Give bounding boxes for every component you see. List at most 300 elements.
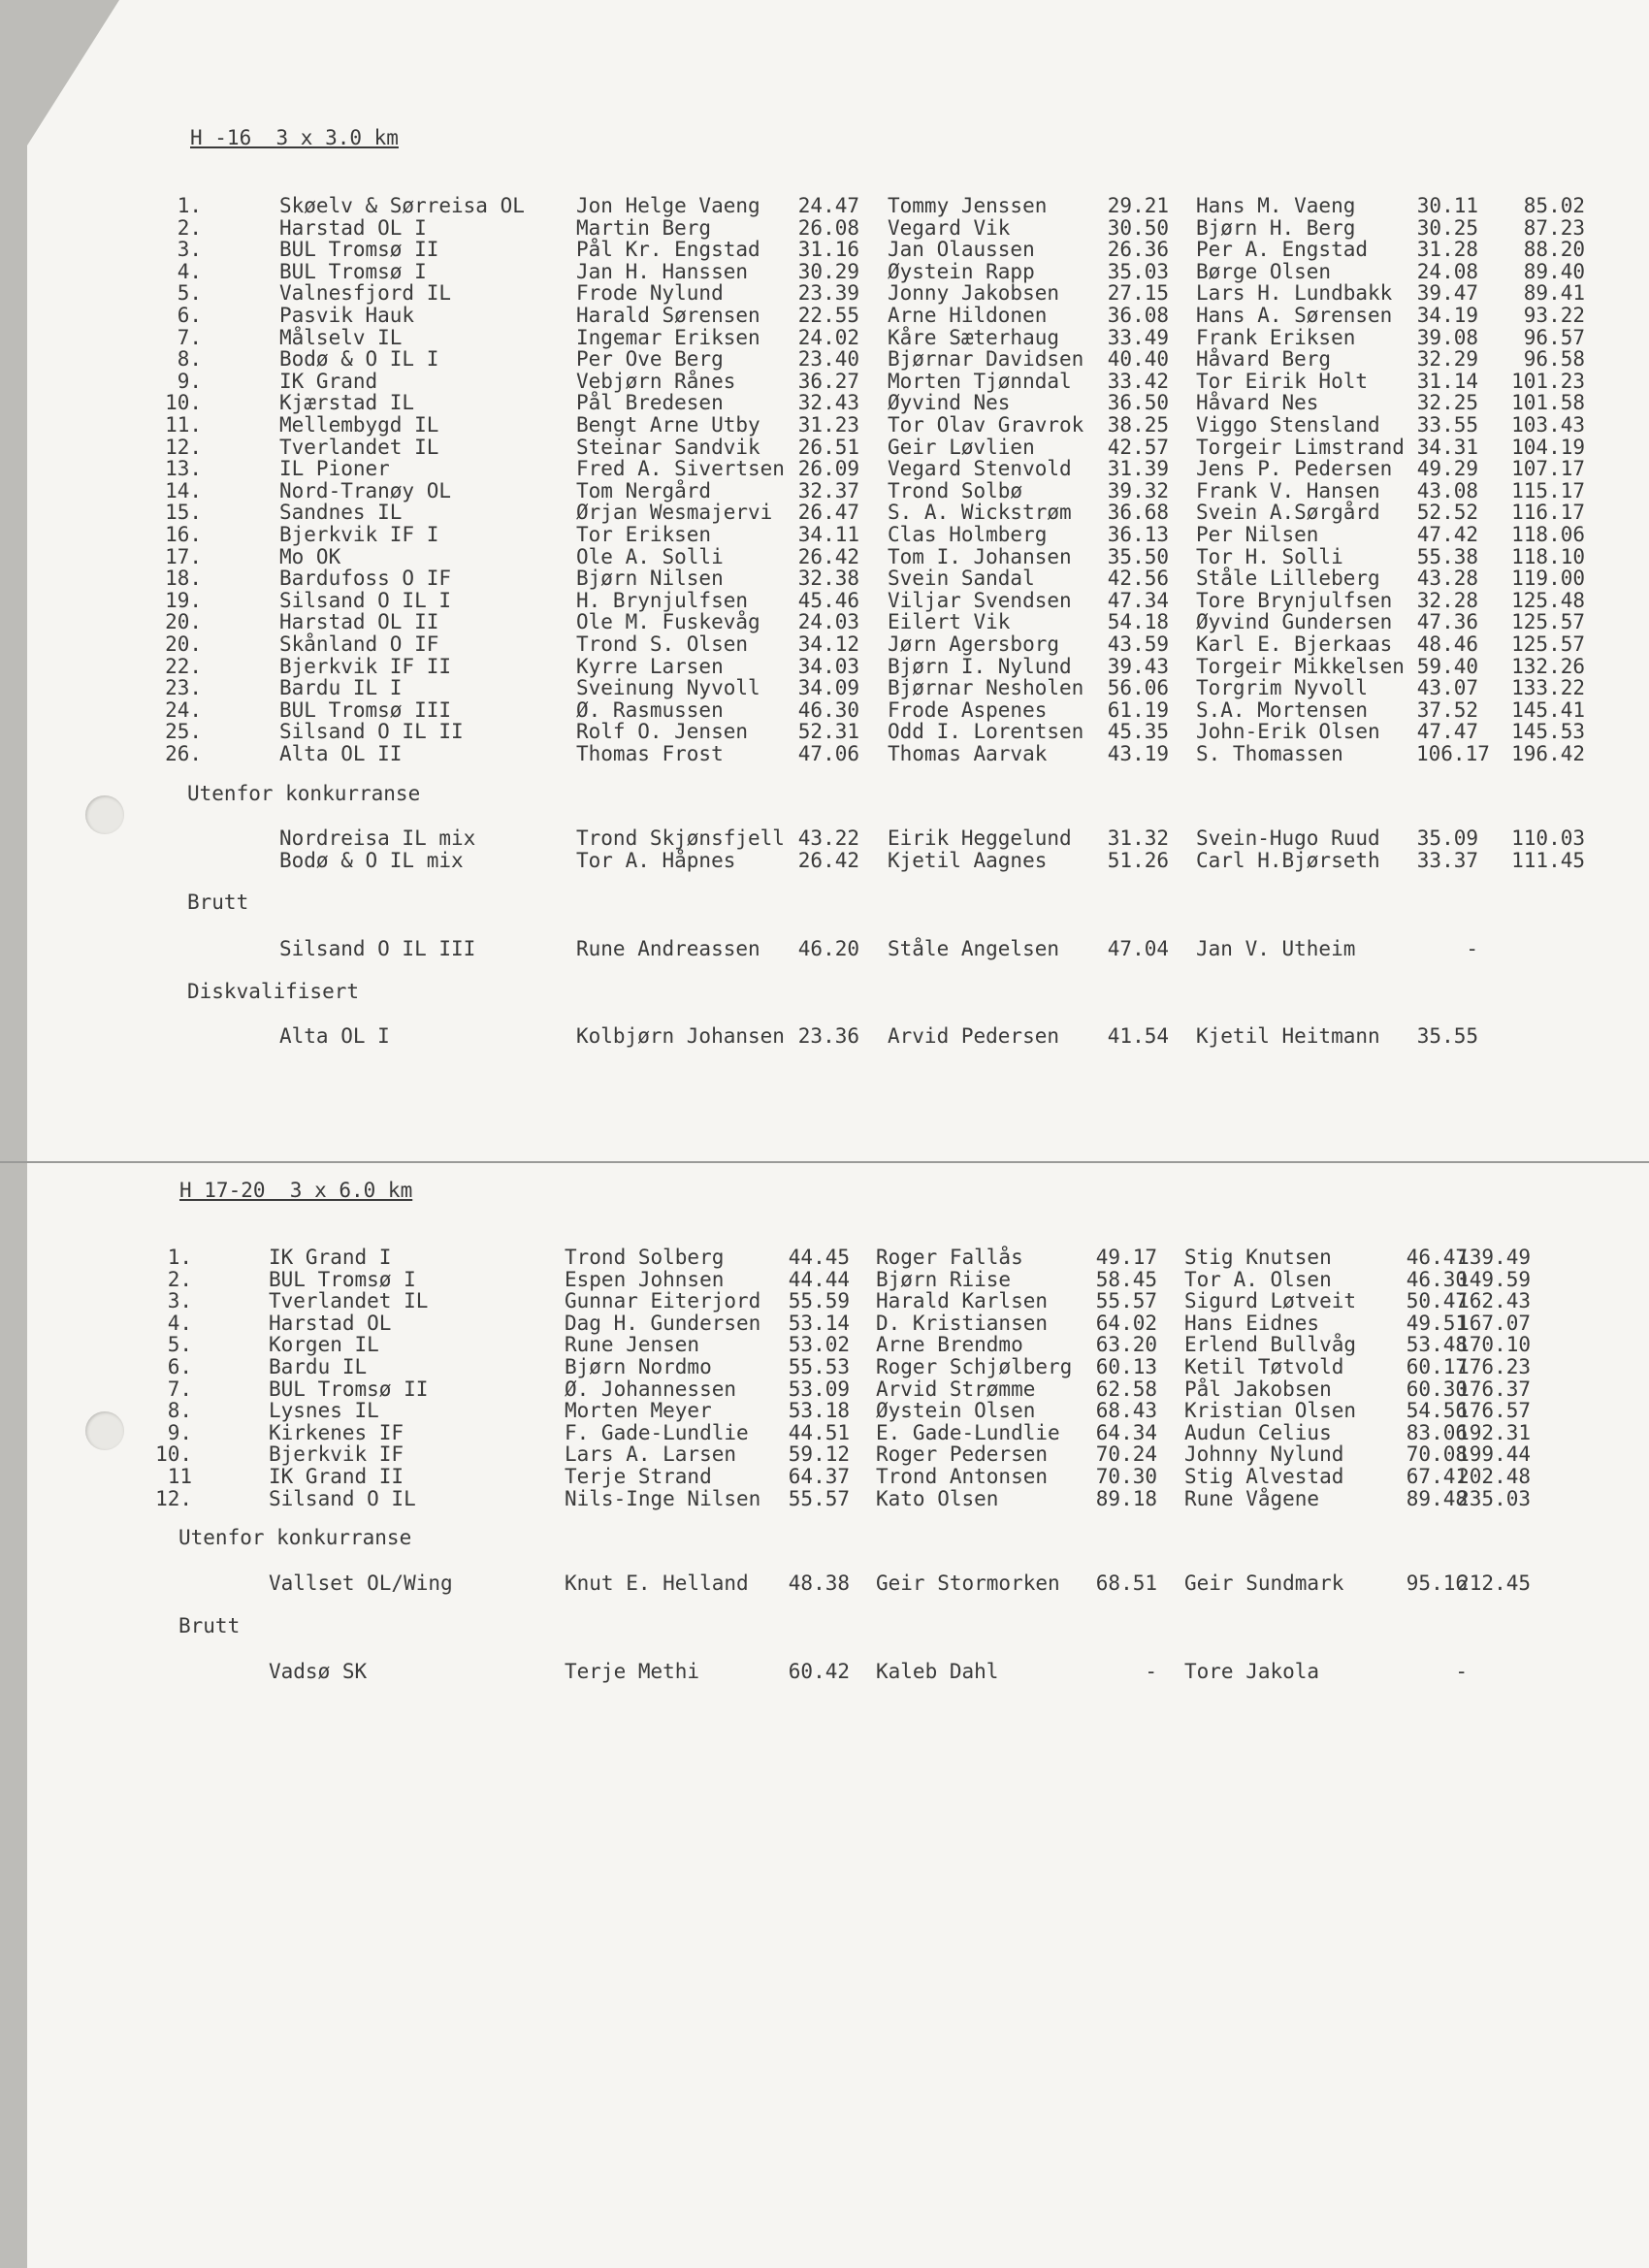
team-cell: Bardu IL <box>269 1355 368 1378</box>
time2-cell: 63.20 <box>1095 1333 1157 1357</box>
table-row <box>0 1024 1649 1048</box>
time2-cell: 30.50 <box>1107 215 1169 240</box>
runner3-cell: Torgeir Limstrand <box>1196 435 1405 459</box>
place-cell: 5. <box>167 1333 192 1357</box>
runner3-cell: Jan V. Utheim <box>1196 937 1356 960</box>
time3-cell: 49.51 <box>1406 1311 1468 1335</box>
time2-cell: 26.36 <box>1107 238 1169 262</box>
runner2-cell: Roger Fallås <box>876 1246 1023 1269</box>
runner2-cell: Arne Brendmo <box>876 1333 1023 1357</box>
runner3-cell: Jens P. Pedersen <box>1196 457 1393 481</box>
place-cell: 23. <box>165 676 202 700</box>
place-cell: 8. <box>177 347 202 372</box>
place-cell: 5. <box>177 281 202 306</box>
table-row <box>0 1399 1649 1422</box>
time2-cell: 41.54 <box>1107 1024 1169 1048</box>
runner2-cell: Roger Schjølberg <box>876 1355 1073 1378</box>
runner2-cell: Ståle Angelsen <box>888 937 1060 960</box>
runner2-cell: Tom I. Johansen <box>888 544 1072 568</box>
table-row <box>0 1421 1649 1444</box>
table-row <box>0 1660 1649 1683</box>
table-row <box>0 479 1649 502</box>
runner1-cell: Jan H. Hanssen <box>576 259 749 283</box>
runner1-cell: Tor A. Håpnes <box>576 848 736 872</box>
time2-cell: 29.21 <box>1107 194 1169 217</box>
runner2-cell: Jørn Agersborg <box>888 632 1060 656</box>
time3-cell: 46.30 <box>1406 1267 1468 1291</box>
place-cell: 10. <box>155 1442 192 1467</box>
runner1-cell: Trond Solberg <box>565 1246 725 1269</box>
total-cell: 118.06 <box>1511 523 1585 546</box>
runner3-cell: Sigurd Løtveit <box>1184 1289 1357 1313</box>
total-cell: 149.59 <box>1457 1267 1531 1291</box>
runner2-cell: Morten Tjønndal <box>888 369 1072 393</box>
runner2-cell: Arne Hildonen <box>888 304 1048 327</box>
runner2-cell: Eirik Heggelund <box>888 826 1072 850</box>
runner2-cell: Arvid Strømme <box>876 1377 1036 1401</box>
table-row <box>0 1355 1649 1378</box>
total-cell: 167.07 <box>1457 1311 1531 1335</box>
time3-cell: 32.25 <box>1416 391 1478 415</box>
place-cell: 8. <box>167 1399 192 1423</box>
table-row <box>0 391 1649 414</box>
section-label: Diskvalifisert <box>187 980 360 1003</box>
runner1-cell: Trond Skjønsfjell <box>576 826 785 850</box>
runner2-cell: Øystein Rapp <box>888 259 1035 283</box>
runner1-cell: Harald Sørensen <box>576 304 760 327</box>
time3-cell: 50.47 <box>1406 1289 1468 1313</box>
team-cell: Bjerkvik IF <box>269 1442 404 1467</box>
place-cell: 19. <box>165 588 202 612</box>
team-cell: Silsand O IL <box>269 1486 416 1510</box>
time3-cell: 53.48 <box>1406 1333 1468 1357</box>
place-cell: 2. <box>167 1267 192 1291</box>
time3-cell: 30.25 <box>1416 215 1478 240</box>
place-cell: 4. <box>177 259 202 283</box>
total-cell: 88.20 <box>1523 238 1585 262</box>
runner3-cell: Erlend Bullvåg <box>1184 1333 1357 1357</box>
place-cell: 11 <box>167 1465 192 1488</box>
time1-cell: 26.42 <box>797 544 859 568</box>
runner2-cell: Geir Løvlien <box>888 435 1035 459</box>
team-cell: IK Grand I <box>269 1246 392 1269</box>
runner1-cell: Rune Andreassen <box>576 937 760 960</box>
runner3-cell: S.A. Mortensen <box>1196 697 1369 722</box>
time2-cell: 27.15 <box>1107 281 1169 306</box>
time1-cell: 23.39 <box>797 281 859 306</box>
time2-cell: 42.57 <box>1107 435 1169 459</box>
time1-cell: 46.20 <box>797 937 859 960</box>
time2-cell: 31.39 <box>1107 457 1169 481</box>
team-cell: Skånland O IF <box>279 632 439 656</box>
time2-cell: 43.19 <box>1107 742 1169 765</box>
table-row <box>0 281 1649 305</box>
runner3-cell: Audun Celius <box>1184 1420 1332 1444</box>
time1-cell: 46.30 <box>797 697 859 722</box>
place-cell: 14. <box>165 478 202 502</box>
runner1-cell: Kolbjørn Johansen <box>576 1024 785 1048</box>
time3-cell: 34.19 <box>1416 304 1478 327</box>
time1-cell: 23.40 <box>797 347 859 372</box>
runner1-cell: Martin Berg <box>576 215 712 240</box>
time2-cell: 42.56 <box>1107 567 1169 591</box>
time2-cell: 36.13 <box>1107 523 1169 546</box>
runner1-cell: Rolf O. Jensen <box>576 720 749 744</box>
total-cell: 96.57 <box>1523 325 1585 349</box>
team-cell: Tverlandet IL <box>269 1289 429 1313</box>
time2-cell: 36.08 <box>1107 304 1169 327</box>
runner2-cell: Clas Holmberg <box>888 523 1048 546</box>
runner3-cell: Tore Jakola <box>1184 1660 1320 1683</box>
team-cell: Korgen IL <box>269 1333 379 1357</box>
total-cell: 87.23 <box>1523 215 1585 240</box>
runner1-cell: Steinar Sandvik <box>576 435 760 459</box>
total-cell: 192.31 <box>1457 1420 1531 1444</box>
table-row <box>0 238 1649 261</box>
runner3-cell: Ketil Tøtvold <box>1184 1355 1344 1378</box>
runner1-cell: Fred A. Sivertsen <box>576 457 785 481</box>
table-row <box>0 436 1649 459</box>
time3-cell: 60.17 <box>1406 1355 1468 1378</box>
time3-cell: 52.52 <box>1416 501 1478 525</box>
total-cell: 202.48 <box>1457 1465 1531 1488</box>
total-cell: 125.57 <box>1511 610 1585 634</box>
place-cell: 18. <box>165 567 202 591</box>
time3-cell: 48.46 <box>1416 632 1478 656</box>
runner1-cell: F. Gade-Lundlie <box>565 1420 749 1444</box>
time1-cell: 32.37 <box>797 478 859 502</box>
table-row <box>0 370 1649 393</box>
runner1-cell: Terje Methi <box>565 1660 700 1683</box>
runner2-cell: Bjørn Riise <box>876 1267 1012 1291</box>
team-cell: Bodø & O IL I <box>279 347 439 372</box>
team-cell: Målselv IL <box>279 325 403 349</box>
runner2-cell: Øystein Olsen <box>876 1399 1036 1423</box>
time3-cell: 35.09 <box>1416 826 1478 850</box>
time2-cell: 56.06 <box>1107 676 1169 700</box>
time3-cell: 33.37 <box>1416 848 1478 872</box>
place-cell: 3. <box>167 1289 192 1313</box>
runner1-cell: Bjørn Nilsen <box>576 567 724 591</box>
time1-cell: 34.12 <box>797 632 859 656</box>
total-cell: 235.03 <box>1457 1486 1531 1510</box>
time2-cell: 33.49 <box>1107 325 1169 349</box>
team-cell: Harstad OL II <box>279 610 439 634</box>
runner1-cell: Ø. Rasmussen <box>576 697 724 722</box>
time2-cell: 49.17 <box>1095 1246 1157 1269</box>
team-cell: Silsand O IL III <box>279 937 476 960</box>
time3-cell: 32.29 <box>1416 347 1478 372</box>
runner2-cell: Arvid Pedersen <box>888 1024 1060 1048</box>
team-cell: BUL Tromsø II <box>279 238 439 262</box>
time1-cell: 32.43 <box>797 391 859 415</box>
time1-cell: 53.14 <box>788 1311 850 1335</box>
runner1-cell: Jon Helge Vaeng <box>576 194 760 217</box>
team-cell: BUL Tromsø I <box>279 259 427 283</box>
runner2-cell: Kato Olsen <box>876 1486 999 1510</box>
time2-cell: 64.02 <box>1095 1311 1157 1335</box>
total-cell: 107.17 <box>1511 457 1585 481</box>
runner2-cell: Bjørnar Nesholen <box>888 676 1084 700</box>
team-cell: Tverlandet IL <box>279 435 439 459</box>
runner1-cell: H. Brynjulfsen <box>576 588 749 612</box>
team-cell: Nord-Tranøy OL <box>279 478 452 502</box>
runner2-cell: Kaleb Dahl <box>876 1660 999 1683</box>
team-cell: Harstad OL I <box>279 215 427 240</box>
time3-cell: 30.11 <box>1416 194 1478 217</box>
table-row <box>0 326 1649 349</box>
runner2-cell: Vegard Stenvold <box>888 457 1072 481</box>
time1-cell: 44.45 <box>788 1246 850 1269</box>
table-row <box>0 826 1649 850</box>
team-cell: Kirkenes IF <box>269 1420 404 1444</box>
runner3-cell: S. Thomassen <box>1196 742 1343 765</box>
fold-line <box>0 1161 1649 1163</box>
time1-cell: 53.18 <box>788 1399 850 1423</box>
time2-cell: 35.03 <box>1107 259 1169 283</box>
runner2-cell: S. A. Wickstrøm <box>888 501 1072 525</box>
place-cell: 4. <box>167 1311 192 1335</box>
section-label: Brutt <box>178 1614 241 1637</box>
total-cell: 104.19 <box>1511 435 1585 459</box>
total-cell: 116.17 <box>1511 501 1585 525</box>
total-cell: 125.57 <box>1511 632 1585 656</box>
total-cell: 85.02 <box>1523 194 1585 217</box>
team-cell: Silsand O IL I <box>279 588 452 612</box>
time3-cell: 60.30 <box>1406 1377 1468 1401</box>
runner1-cell: Ingemar Eriksen <box>576 325 760 349</box>
time3-cell: 70.08 <box>1406 1442 1468 1467</box>
time1-cell: 47.06 <box>797 742 859 765</box>
table-row <box>0 1289 1649 1312</box>
place-cell: 12. <box>165 435 202 459</box>
table-row <box>0 589 1649 612</box>
table-row <box>0 567 1649 590</box>
runner3-cell: Johnny Nylund <box>1184 1442 1344 1467</box>
team-cell: Kjærstad IL <box>279 391 415 415</box>
team-cell: Silsand O IL II <box>279 720 464 744</box>
runner2-cell: Odd I. Lorentsen <box>888 720 1084 744</box>
place-cell: 7. <box>167 1377 192 1401</box>
time3-cell: 43.07 <box>1416 676 1478 700</box>
runner1-cell: Morten Meyer <box>565 1399 712 1423</box>
total-cell: 125.48 <box>1511 588 1585 612</box>
time3-cell: 54.56 <box>1406 1399 1468 1423</box>
runner1-cell: Espen Johnsen <box>565 1267 725 1291</box>
runner3-cell: Håvard Berg <box>1196 347 1332 372</box>
total-cell: 103.43 <box>1511 413 1585 437</box>
place-cell: 3. <box>177 238 202 262</box>
runner1-cell: Thomas Frost <box>576 742 724 765</box>
runner3-cell: Torgrim Nyvoll <box>1196 676 1369 700</box>
time3-cell: 31.14 <box>1416 369 1478 393</box>
time3-cell: 33.55 <box>1416 413 1478 437</box>
runner3-cell: Pål Jakobsen <box>1184 1377 1332 1401</box>
place-cell: 16. <box>165 523 202 546</box>
team-cell: BUL Tromsø III <box>279 697 452 722</box>
time1-cell: 34.03 <box>797 654 859 678</box>
total-cell: 133.22 <box>1511 676 1585 700</box>
table-row <box>0 1377 1649 1401</box>
runner2-cell: Vegard Vik <box>888 215 1011 240</box>
runner3-cell: Per Nilsen <box>1196 523 1319 546</box>
place-cell: 13. <box>165 457 202 481</box>
table-row <box>0 216 1649 240</box>
table-row <box>0 742 1649 765</box>
time3-cell: 47.47 <box>1416 720 1478 744</box>
table-row <box>0 632 1649 656</box>
table-row <box>0 545 1649 568</box>
runner1-cell: Tor Eriksen <box>576 523 712 546</box>
table-row <box>0 501 1649 524</box>
table-row <box>0 655 1649 678</box>
team-cell: Bodø & O IL mix <box>279 848 464 872</box>
time1-cell: 31.16 <box>797 238 859 262</box>
team-cell: BUL Tromsø I <box>269 1267 416 1291</box>
time3-cell: 55.38 <box>1416 544 1478 568</box>
place-cell: 10. <box>165 391 202 415</box>
time2-cell: 61.19 <box>1107 697 1169 722</box>
time2-cell: 39.43 <box>1107 654 1169 678</box>
time2-cell: 35.50 <box>1107 544 1169 568</box>
time1-cell: 30.29 <box>797 259 859 283</box>
table-row <box>0 260 1649 283</box>
team-cell: IK Grand <box>279 369 378 393</box>
time2-cell: 47.34 <box>1107 588 1169 612</box>
place-cell: 1. <box>167 1246 192 1269</box>
time1-cell: 59.12 <box>788 1442 850 1467</box>
team-cell: Nordreisa IL mix <box>279 826 476 850</box>
runner1-cell: Dag H. Gundersen <box>565 1311 761 1335</box>
total-cell: 176.57 <box>1457 1399 1531 1423</box>
table-row <box>0 1246 1649 1269</box>
table-row <box>0 1333 1649 1356</box>
place-cell: 20. <box>165 632 202 656</box>
time1-cell: 24.02 <box>797 325 859 349</box>
total-cell: 115.17 <box>1511 478 1585 502</box>
time2-cell: 43.59 <box>1107 632 1169 656</box>
table-row <box>0 523 1649 546</box>
time3-cell: - <box>1455 1660 1468 1683</box>
place-cell: 17. <box>165 544 202 568</box>
place-cell: 26. <box>165 742 202 765</box>
total-cell: 176.23 <box>1457 1355 1531 1378</box>
runner2-cell: Eilert Vik <box>888 610 1011 634</box>
time1-cell: 55.53 <box>788 1355 850 1378</box>
team-cell: Skøelv & Sørreisa OL <box>279 194 525 217</box>
runner1-cell: Pål Bredesen <box>576 391 724 415</box>
place-cell: 22. <box>165 654 202 678</box>
time2-cell: 68.51 <box>1095 1571 1157 1595</box>
time3-cell: 106.17 <box>1416 742 1490 765</box>
time2-cell: - <box>1145 1660 1157 1683</box>
time3-cell: 35.55 <box>1416 1024 1478 1048</box>
total-cell: 132.26 <box>1511 654 1585 678</box>
team-cell: Mo OK <box>279 544 341 568</box>
total-cell: 111.45 <box>1511 848 1585 872</box>
time3-cell: 32.28 <box>1416 588 1478 612</box>
time3-cell: 37.52 <box>1416 697 1478 722</box>
team-cell: Bjerkvik IF II <box>279 654 452 678</box>
time2-cell: 31.32 <box>1107 826 1169 850</box>
time2-cell: 40.40 <box>1107 347 1169 372</box>
runner3-cell: Tor A. Olsen <box>1184 1267 1332 1291</box>
runner3-cell: Carl H.Bjørseth <box>1196 848 1380 872</box>
total-cell: 212.45 <box>1457 1571 1531 1595</box>
team-cell: Harstad OL <box>269 1311 392 1335</box>
runner1-cell: Ole A. Solli <box>576 544 724 568</box>
time1-cell: 55.57 <box>788 1486 850 1510</box>
runner1-cell: Lars A. Larsen <box>565 1442 737 1467</box>
time1-cell: 60.42 <box>788 1660 850 1683</box>
table-row <box>0 304 1649 327</box>
table-row <box>0 1268 1649 1291</box>
runner2-cell: Jonny Jakobsen <box>888 281 1060 306</box>
total-cell: 119.00 <box>1511 567 1585 591</box>
table-row <box>0 1465 1649 1488</box>
runner3-cell: Hans A. Sørensen <box>1196 304 1393 327</box>
team-cell: Alta OL I <box>279 1024 390 1048</box>
place-cell: 1. <box>177 194 202 217</box>
runner3-cell: Håvard Nes <box>1196 391 1319 415</box>
team-cell: IK Grand II <box>269 1465 404 1488</box>
table-row <box>0 676 1649 699</box>
place-cell: 7. <box>177 325 202 349</box>
total-cell: 96.58 <box>1523 347 1585 372</box>
runner3-cell: Rune Vågene <box>1184 1486 1320 1510</box>
runner2-cell: Bjørnar Davidsen <box>888 347 1084 372</box>
time3-cell: 43.28 <box>1416 567 1478 591</box>
time2-cell: 62.58 <box>1095 1377 1157 1401</box>
time1-cell: 52.31 <box>797 720 859 744</box>
runner2-cell: Kjetil Aagnes <box>888 848 1048 872</box>
place-cell: 6. <box>177 304 202 327</box>
runner1-cell: Trond S. Olsen <box>576 632 749 656</box>
time1-cell: 45.46 <box>797 588 859 612</box>
runner1-cell: Gunnar Eiterjord <box>565 1289 761 1313</box>
time2-cell: 36.68 <box>1107 501 1169 525</box>
time2-cell: 58.45 <box>1095 1267 1157 1291</box>
table-row <box>0 194 1649 217</box>
total-cell: 110.03 <box>1511 826 1585 850</box>
table-row <box>0 698 1649 722</box>
runner1-cell: Vebjørn Rånes <box>576 369 736 393</box>
section-label: Utenfor konkurranse <box>178 1526 412 1549</box>
runner2-cell: Viljar Svendsen <box>888 588 1072 612</box>
table-row <box>0 1571 1649 1595</box>
runner3-cell: Kjetil Heitmann <box>1196 1024 1380 1048</box>
runner2-cell: Kåre Sæterhaug <box>888 325 1060 349</box>
runner3-cell: Stig Alvestad <box>1184 1465 1344 1488</box>
runner3-cell: Hans Eidnes <box>1184 1311 1320 1335</box>
runner1-cell: Frode Nylund <box>576 281 724 306</box>
place-cell: 25. <box>165 720 202 744</box>
time1-cell: 22.55 <box>797 304 859 327</box>
table-row <box>0 937 1649 960</box>
time2-cell: 70.30 <box>1095 1465 1157 1488</box>
section-label: Utenfor konkurranse <box>187 782 421 805</box>
time1-cell: 26.42 <box>797 848 859 872</box>
time3-cell: 39.08 <box>1416 325 1478 349</box>
total-cell: 170.10 <box>1457 1333 1531 1357</box>
runner1-cell: Bengt Arne Utby <box>576 413 760 437</box>
total-cell: 139.49 <box>1457 1246 1531 1269</box>
runner2-cell: Geir Stormorken <box>876 1571 1060 1595</box>
time1-cell: 26.08 <box>797 215 859 240</box>
team-cell: Sandnes IL <box>279 501 403 525</box>
runner3-cell: Viggo Stensland <box>1196 413 1380 437</box>
runner1-cell: Pål Kr. Engstad <box>576 238 760 262</box>
